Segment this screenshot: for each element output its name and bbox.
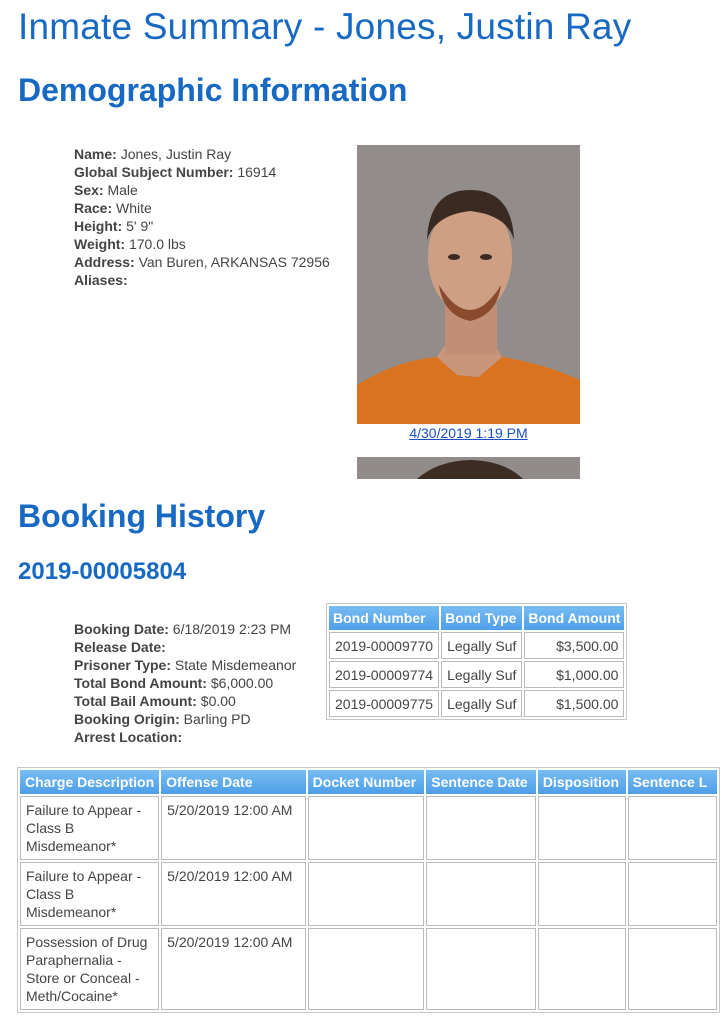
column-header[interactable]: Bond Number: [329, 606, 439, 630]
sentence-length-cell: [628, 862, 717, 926]
page-title: Inmate Summary - Jones, Justin Ray: [18, 6, 632, 47]
disposition-cell: [538, 928, 626, 1010]
bond-number-cell: 2019-00009774: [329, 661, 439, 688]
booking-heading: Booking History: [18, 498, 266, 534]
column-header[interactable]: Offense Date: [161, 770, 306, 794]
bond-amount-cell: $1,000.00: [524, 661, 624, 688]
table-row: [329, 661, 624, 688]
disposition-cell: [538, 862, 626, 926]
column-header[interactable]: Charge Description: [20, 770, 159, 794]
info-row: Name: Jones, Justin Ray: [74, 146, 232, 162]
docket-number-cell: [308, 862, 425, 926]
column-header[interactable]: Bond Amount: [524, 606, 624, 630]
bond-type-cell: Legally Suf: [441, 661, 522, 688]
info-row: Prisoner Type: State Misdemeanor: [74, 657, 297, 673]
bond-number-cell: 2019-00009770: [329, 632, 439, 659]
table-header-row: [329, 606, 624, 630]
column-header[interactable]: Disposition: [538, 770, 626, 794]
info-row: Address: Van Buren, ARKANSAS 72956: [74, 254, 330, 270]
photo-date-link[interactable]: 4/30/2019 1:19 PM: [409, 425, 528, 441]
info-row: Weight: 170.0 lbs: [74, 236, 186, 252]
column-header[interactable]: Sentence L: [628, 770, 717, 794]
charge-table: [17, 767, 720, 1013]
offense-date-cell: 5/20/2019 12:00 AM: [161, 928, 306, 1010]
column-header[interactable]: Sentence Date: [426, 770, 536, 794]
docket-number-cell: [308, 796, 425, 860]
info-row: Global Subject Number: 16914: [74, 164, 277, 180]
bond-type-cell: Legally Suf: [441, 690, 522, 717]
column-header[interactable]: Docket Number: [308, 770, 425, 794]
info-row: Aliases:: [74, 272, 128, 288]
charge-description-cell: Failure to Appear - Class B Misdemeanor*: [20, 862, 159, 926]
bond-amount-cell: $3,500.00: [524, 632, 624, 659]
offense-date-cell: 5/20/2019 12:00 AM: [161, 796, 306, 860]
info-row: Total Bail Amount: $0.00: [74, 693, 236, 709]
table-row: [329, 632, 624, 659]
sentence-length-cell: [628, 928, 717, 1010]
sentence-date-cell: [426, 796, 536, 860]
portrait-image: [357, 145, 580, 424]
info-row: Total Bond Amount: $6,000.00: [74, 675, 274, 691]
demographic-heading: Demographic Information: [18, 72, 408, 108]
demographic-info: [74, 145, 330, 289]
booking-number: 2019-00005804: [18, 558, 187, 585]
bond-table: [326, 603, 627, 720]
portrait-image-cropped: [357, 457, 580, 479]
offense-date-cell: 5/20/2019 12:00 AM: [161, 862, 306, 926]
info-row: Booking Origin: Barling PD: [74, 711, 251, 727]
column-header[interactable]: Bond Type: [441, 606, 522, 630]
table-header-row: [20, 770, 717, 794]
info-row: Race: White: [74, 200, 152, 216]
sentence-date-cell: [426, 928, 536, 1010]
mugshot-photo-second[interactable]: [357, 457, 580, 479]
table-row: [20, 862, 717, 926]
disposition-cell: [538, 796, 626, 860]
sentence-length-cell: [628, 796, 717, 860]
mugshot-photo[interactable]: [357, 145, 580, 424]
bond-amount-cell: $1,500.00: [524, 690, 624, 717]
bond-number-cell: 2019-00009775: [329, 690, 439, 717]
docket-number-cell: [308, 928, 425, 1010]
table-row: [20, 796, 717, 860]
info-row: Sex: Male: [74, 182, 138, 198]
charge-description-cell: Possession of Drug Paraphernalia - Store or Conceal - Meth/Cocaine*: [20, 928, 159, 1010]
sentence-date-cell: [426, 862, 536, 926]
charge-description-cell: Failure to Appear - Class B Misdemeanor*: [20, 796, 159, 860]
table-row: [20, 928, 717, 1010]
booking-info: [74, 620, 296, 746]
info-row: Release Date:: [74, 639, 166, 655]
bond-type-cell: Legally Suf: [441, 632, 522, 659]
info-row: Arrest Location:: [74, 729, 183, 745]
table-row: [329, 690, 624, 717]
info-row: Height: 5' 9": [74, 218, 154, 234]
info-row: Booking Date: 6/18/2019 2:23 PM: [74, 621, 292, 637]
